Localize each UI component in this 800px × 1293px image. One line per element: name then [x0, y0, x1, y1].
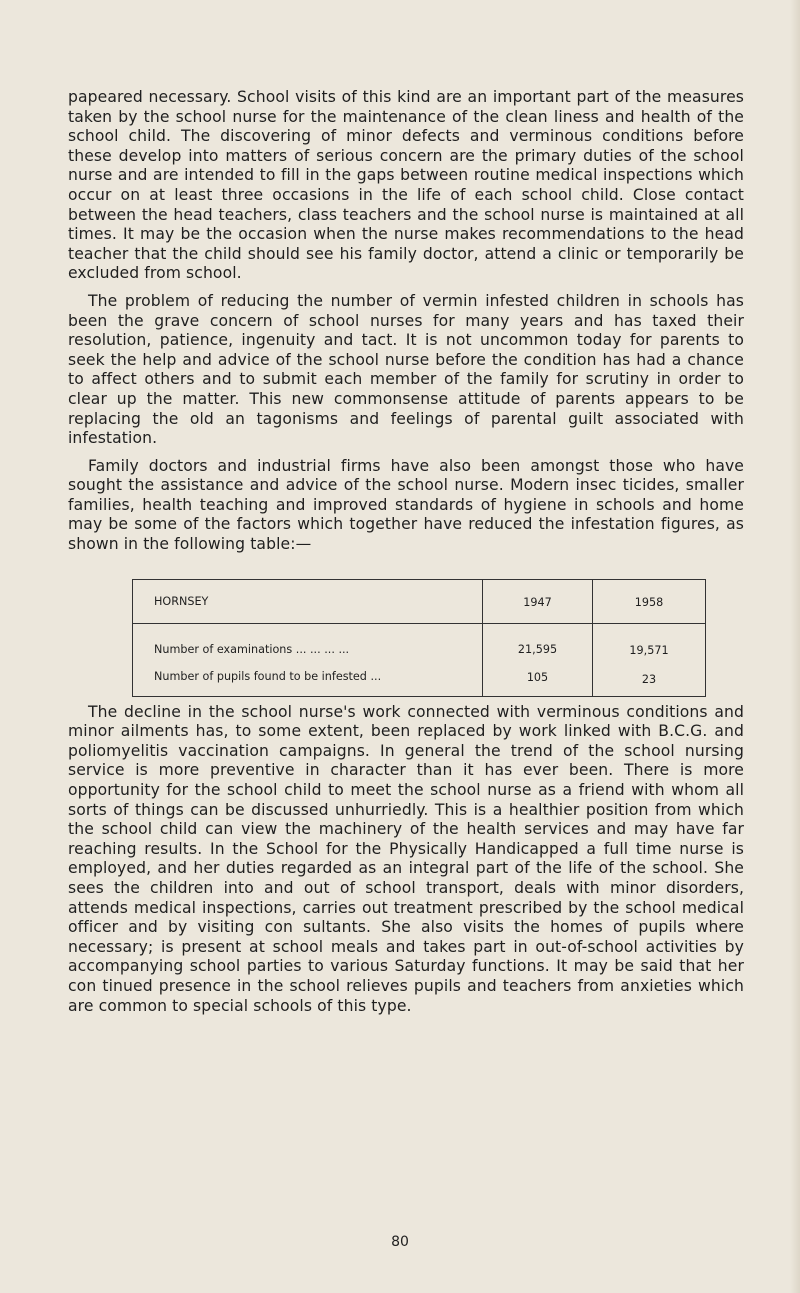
table-row-label-examinations: Number of examinations ... ... ... ... [154, 642, 350, 656]
infestation-table [132, 579, 706, 697]
page-edge-shadow [790, 0, 800, 1293]
table-cell-infested-1958: 23 [641, 672, 657, 686]
table-header-label: HORNSEY [154, 594, 209, 608]
page-body [68, 88, 744, 1016]
table-top-rule [132, 579, 706, 580]
table-cell-examinations-1958: 19,571 [629, 643, 669, 657]
table-row-label-infested: Number of pupils found to be infested ... [154, 669, 382, 683]
table-right-rule [705, 579, 706, 697]
paragraph-4: The decline in the school nurse's work connected with verminous conditions and minor ailments has, to some extent, been replaced by work linked with B.C.G. and poliomyelitis vaccination campaigns. In general the trend of the school nursing service is more preventive in character than it has ever been. There is more opportunity for the school child to meet the school nurse as a friend with whom all sorts of things can be discussed unhurriedly. This is a healthier position from which the school child can view the machinery of the health services and may have far reaching results. In the School for the Physically Handicapped a full time nurse is employed, and her duties regarded as an integral part of the life of the school. She sees the children into and out of school transport, deals with minor disorders, attends medical inspections, carries out treatment prescribed by the school medical officer and by visiting con sultants. She also visits the homes of pupils where necessary; is present at school meals and takes part in out-of-school activities by accompanying school parties to various Saturday functions. It may be said that her con tinued presence in the school relieves pupils and teachers from anxieties which are common to special schools of this type. [68, 702, 744, 1015]
table-cell-infested-1947: 105 [526, 670, 549, 684]
paragraph-1: papeared necessary. School visits of this kind are an important part of the measures taken by the school nurse for the maintenance of the clean liness and health of the school child. The discovering of minor defects and verminous conditions before these develop into matters of serious concern are the primary duties of the school nurse and are intended to fill in the gaps between routine medical inspections which occur on at least three occasions in the life of each school child. Close contact between the head teachers, class teachers and the school nurse is maintained at all times. It may be the occasion when the nurse makes recommendations to the head teacher that the child should see his family doctor, attend a clinic or temporarily be excluded from school. [68, 88, 744, 283]
paragraph-3: Family doctors and industrial firms have also been amongst those who have sought the assistance and advice of the school nurse. Modern insec ticides, smaller families, health teaching and improved standards of hygiene in schools and home may be some of the factors which together have reduced the infestation figures, as shown in the following table:— [68, 456, 744, 554]
table-cell-examinations-1947: 21,595 [517, 642, 558, 656]
page-number: 80 [391, 1234, 409, 1250]
table-header-rule [132, 623, 706, 624]
table-bottom-rule [132, 696, 706, 697]
paragraph-2: The problem of reducing the number of vermin infested children in schools has been the grave concern of school nurses for many years and has taxed their resolution, patience, ingenuity and tact. It is not uncommon today for parents to seek the help and advice of the school nurse before the condition has had a chance to affect others and to submit each member of the family for scrutiny in order to clear up the matter. This new commonsense attitude of parents appears to be replacing the old an tagonisms and feelings of parental guilt associated with infestation. [68, 291, 744, 448]
table-header-1958: 1958 [634, 595, 664, 609]
table-left-rule [132, 579, 133, 697]
table-header-1947: 1947 [523, 595, 552, 609]
